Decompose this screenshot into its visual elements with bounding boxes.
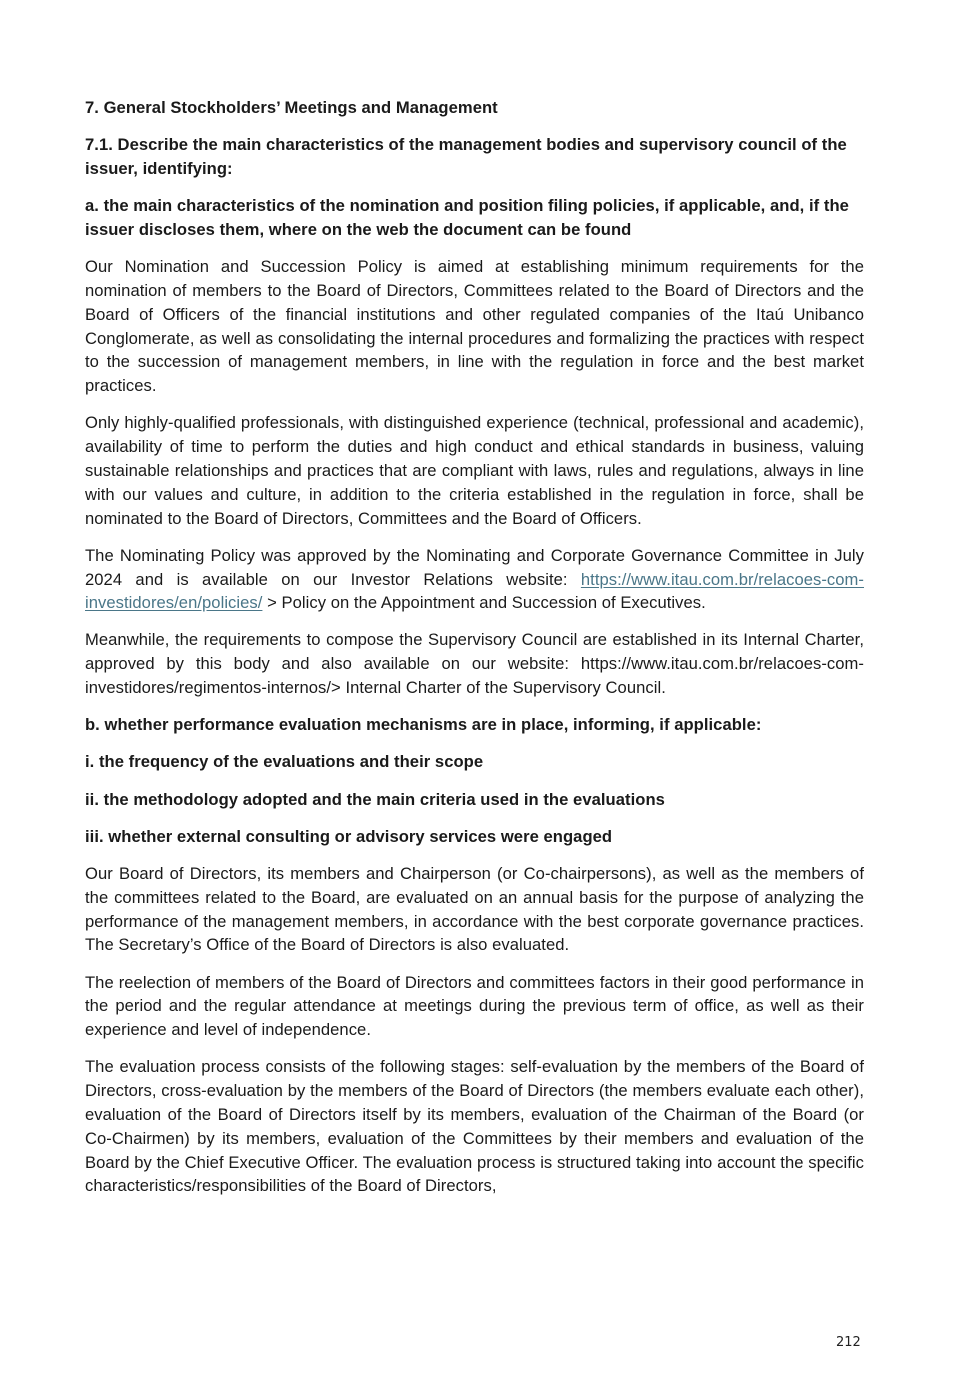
page-number: 212 [836,1335,861,1350]
paragraph-evaluation-process: The evaluation process consists of the following stages: self-evaluation by the members of the Board of Directors, cross-evaluation by the members of the Board of Directors (the members evaluate each other), evaluation of the Board of Directors itself by its members, evaluation of the Chairman of the Board (or Co-Chairmen) by its members, evaluation of the Committees by their members and evaluation of the Board by the Chief Executive Officer. The evaluation process is structured taking into account the specific characteristics/responsibilities of the Board of Directors, [85,1057,864,1196]
item-a-title: a. the main characteristics of the nomination and position filing policies, if applicable, and, if the issuer discloses them, where on the web the document can be found [85,196,849,239]
paragraph-supervisory-council: Meanwhile, the requirements to compose the Supervisory Council are established in its Internal Charter, approved by this body and also available on our website: https://www.itau.com.br/relacoes-com-investidores/regimentos-internos/> Internal Charter of the Supervisory Council. [85,630,864,698]
paragraph-text: The Nominating Policy was approved by the Nominating and Corporate Governance Committee in July 2024 and is available on our Investor Relations website: [85,545,864,589]
document-page [85,96,864,1212]
item-b-ii-title: ii. the methodology adopted and the main criteria used in the evaluations [85,789,665,809]
paragraph-text: > Policy on the Appointment and Succession of Executives. [262,593,706,613]
subsection-title: 7.1. Describe the main characteristics of the management bodies and supervisory council of the issuer, identifying: [85,135,847,178]
item-b-title: b. whether performance evaluation mechanisms are in place, informing, if applicable: [85,715,762,735]
paragraph-qualified-professionals: Only highly-qualified professionals, with distinguished experience (technical, professional and academic), availability of time to perform the duties and high conduct and ethical standards in business, valuing sustainable relationships and practices that are compliant with laws, rules and regulations, always in line with our values and culture, in addition to the criteria established in the regulation in force, shall be nominated to the Board of Directors, Committees and the Board of Officers. [85,413,864,528]
section-title: 7. General Stockholders’ Meetings and Management [85,98,498,117]
item-b-i-title: i. the frequency of the evaluations and their scope [85,752,484,772]
policies-link[interactable]: https://www.itau.com.br/relacoes-com-investidores/en/policies/ [85,569,864,613]
paragraph-reelection: The reelection of members of the Board of Directors and committees factors in their good performance in the period and the regular attendance at meetings during the previous term of office, as well as their experience and level of independence. [85,972,864,1040]
paragraph-board-evaluation: Our Board of Directors, its members and Chairperson (or Co-chairpersons), as well as the members of the committees related to the Board, are evaluated on an annual basis for the purpose of analyzing the performance of the management members, in accordance with the best corporate governance practices. The Secretary’s Office of the Board of Directors is also evaluated. [85,864,864,955]
paragraph-nomination-policy: Our Nomination and Succession Policy is aimed at establishing minimum requirements for the nomination of members to the Board of Directors, Committees related to the Board of Directors and the Board of Officers of the financial institutions and other regulated companies of the Itaú Unibanco Conglomerate, as well as consolidating the internal procedures and formalizing the practices with respect to the succession of management members, in line with the regulation in force and the best market practices. [85,257,864,396]
item-b-iii-title: iii. whether external consulting or advisory services were engaged [85,826,613,846]
paragraph-nominating-policy-approval [85,544,864,615]
